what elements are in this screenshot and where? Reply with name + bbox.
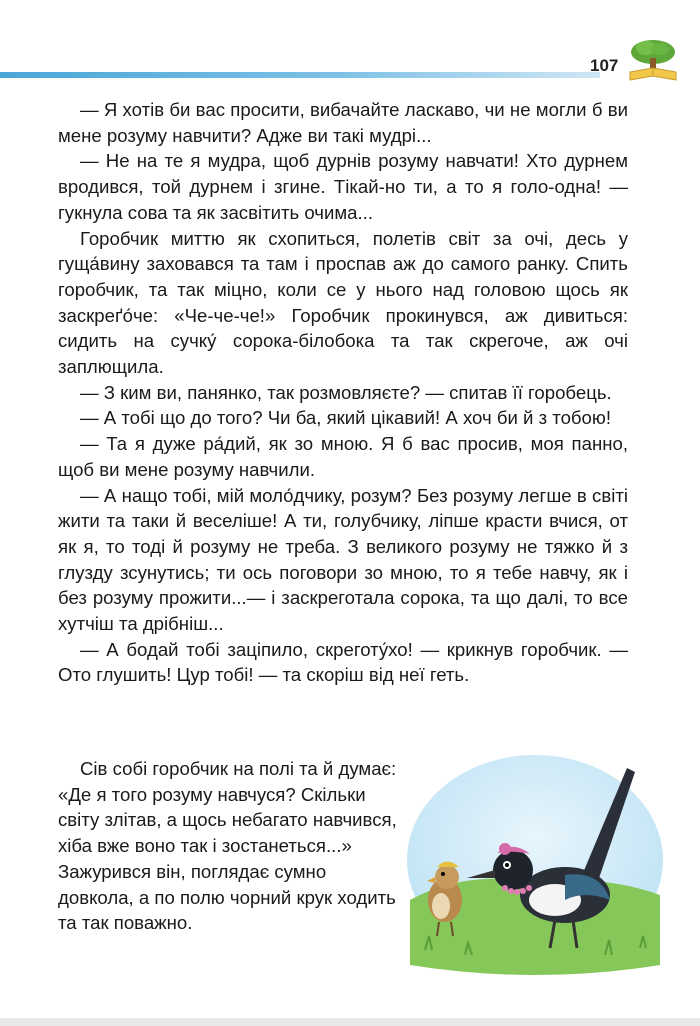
tree-book-icon (628, 38, 678, 82)
paragraph: — Та я дуже ра́дий, як зо мною. Я б вас просив, моя панно, щоб ви мене розуму навчили. (58, 433, 628, 480)
bottom-story-text (58, 756, 403, 936)
paragraph: — А бодай тобі заціпило, скреготу́хо! — крикнув горобчик. — Ото глушить! Цур тобі! — та скоріш від неї геть. (58, 638, 628, 686)
page-edge (0, 1018, 700, 1026)
paragraph: — З ким ви, панянко, так розмовляєте? — спитав її горобець. (80, 381, 612, 403)
magpie-sparrow-illustration (405, 750, 665, 975)
paragraph: — Я хотів би вас просити, вибачайте ласкаво, чи не могли б ви мене розуму навчити? Адже ви такі мудрі... (58, 99, 628, 146)
paragraph: — А нащо тобі, мій моло́дчику, розум? Без розуму легше в світі жити та таки й веселіше! А ти, голубчику, ліпше красти вчися, от як я, то тоді й розуму не треба. З великого розуму не тяжко й з глузду зсунутись; ти ось поговори зо мною, то я тебе навчу, як і без розуму прожити...— і заскреготала сорока, та що далі, то все хутчіш та дрібніш... (58, 484, 628, 635)
paragraph: Горобчик миттю як схопиться, полетів світ за очі, десь у гуща́вину заховався та там і проспав аж до самого ранку. Спить горобчик, та так міцно, коли се у нього над головою щось як заскреґо́че: «Че-че-че!» Горобчик прокинувся, аж дивиться: сидить на сучку́ сорока-білобока та так скрегоче, аж очі заплющила. (58, 227, 628, 378)
header-bar (0, 72, 600, 78)
page-number: 107 (590, 56, 619, 75)
paragraph: Сів собі горобчик на полі та й думає: «Де я того розуму навчуся? Скільки світу злітав, а щось небагато навчився, хіба вже воно так і зостанеться...» Зажурився він, поглядає сумно довкола, а по полю чорний крук ходить та так поважно. (58, 758, 397, 934)
story-text (58, 97, 628, 688)
paragraph: — Не на те я мудра, щоб дурнів розуму навчати! Хто дурнем вродився, той дурнем і згине. Тікай-но ти, а то я голо-одна! — гукнула сова та як засвітить очима... (58, 150, 628, 223)
paragraph: — А тобі що до того? Чи ба, який цікавий! А хоч би й з тобою! (80, 407, 612, 429)
